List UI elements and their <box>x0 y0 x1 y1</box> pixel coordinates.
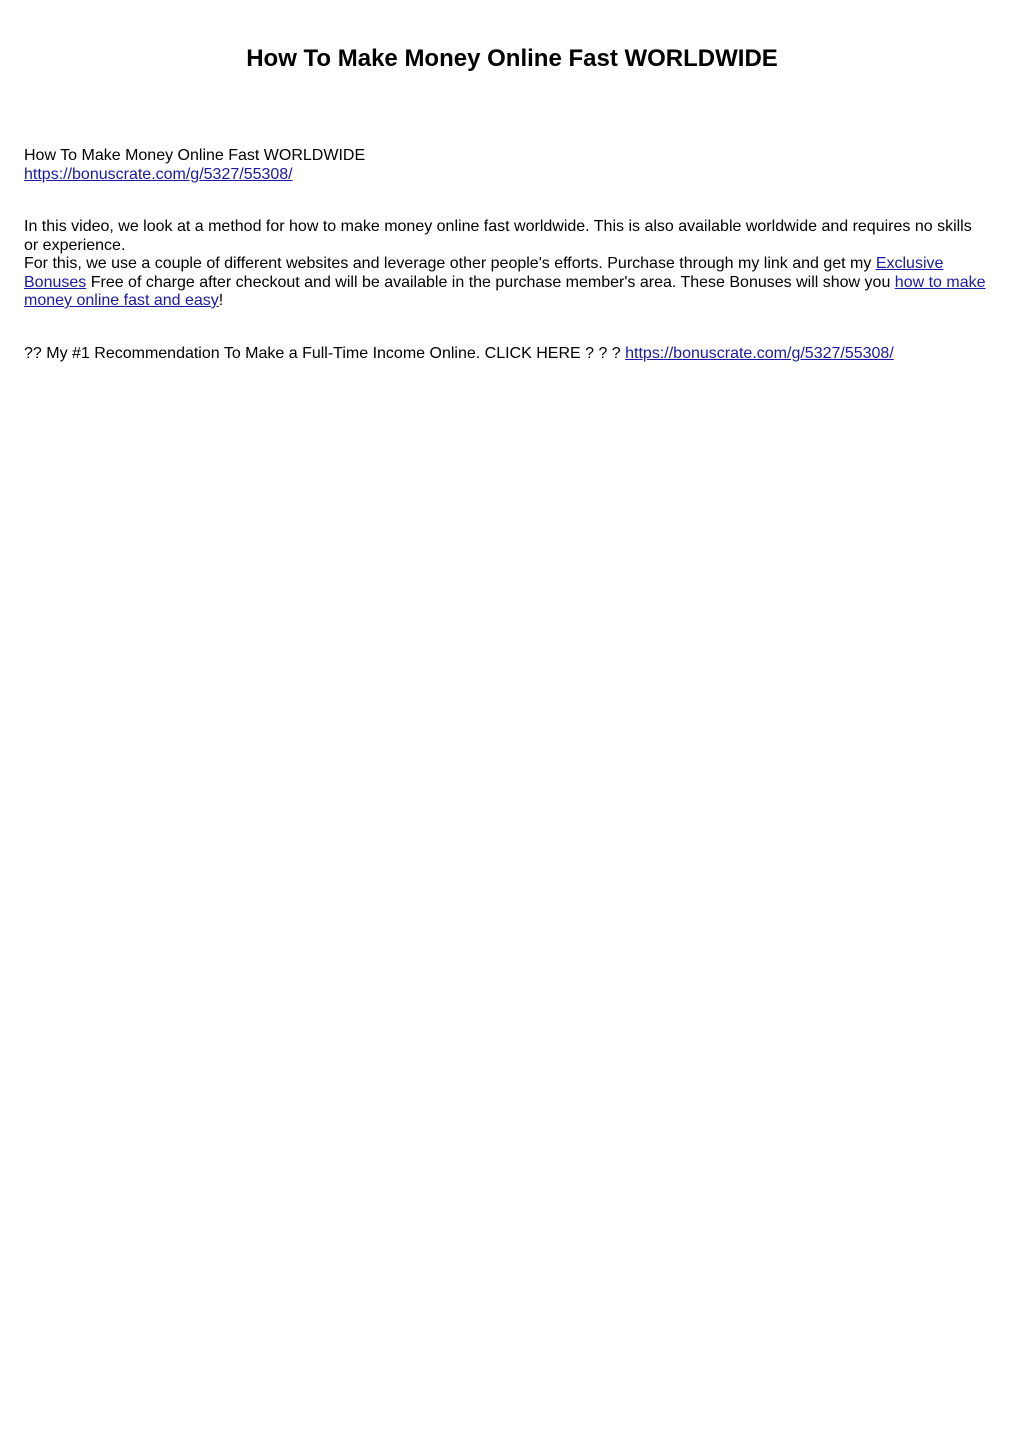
document-content <box>24 147 990 363</box>
how-to-make-money-link[interactable]: how to make money online fast and easy <box>24 273 986 309</box>
body-sentence-2-end: ! <box>218 292 224 309</box>
intro-link[interactable]: https://bonuscrate.com/g/5327/55308/ <box>24 165 293 183</box>
intro-block <box>24 147 990 184</box>
exclusive-bonuses-link[interactable]: Exclusive Bonuses <box>24 255 944 291</box>
spacer <box>24 311 990 345</box>
page-title: How To Make Money Online Fast WORLDWIDE <box>246 45 778 72</box>
body-sentence-1: In this video, we look at a method for how to make money online fast worldwide. This is also available worldwide and requires no skills or experience. <box>24 218 972 254</box>
body-paragraph <box>24 218 990 311</box>
body-sentence-2-start: For this, we use a couple of different websites and leverage other people's efforts. Purchase through my link and get my <box>24 255 876 272</box>
intro-heading: How To Make Money Online Fast WORLDWIDE <box>24 147 366 164</box>
recommendation-link[interactable]: https://bonuscrate.com/g/5327/55308/ <box>625 344 894 362</box>
spacer <box>24 184 990 218</box>
recommendation-line <box>24 345 990 364</box>
body-sentence-2-middle: Free of charge after checkout and will be available in the purchase member's area. These Bonuses will show you <box>86 273 895 291</box>
recommendation-text: ?? My #1 Recommendation To Make a Full-Time Income Online. CLICK HERE ? ? ? <box>24 344 626 362</box>
